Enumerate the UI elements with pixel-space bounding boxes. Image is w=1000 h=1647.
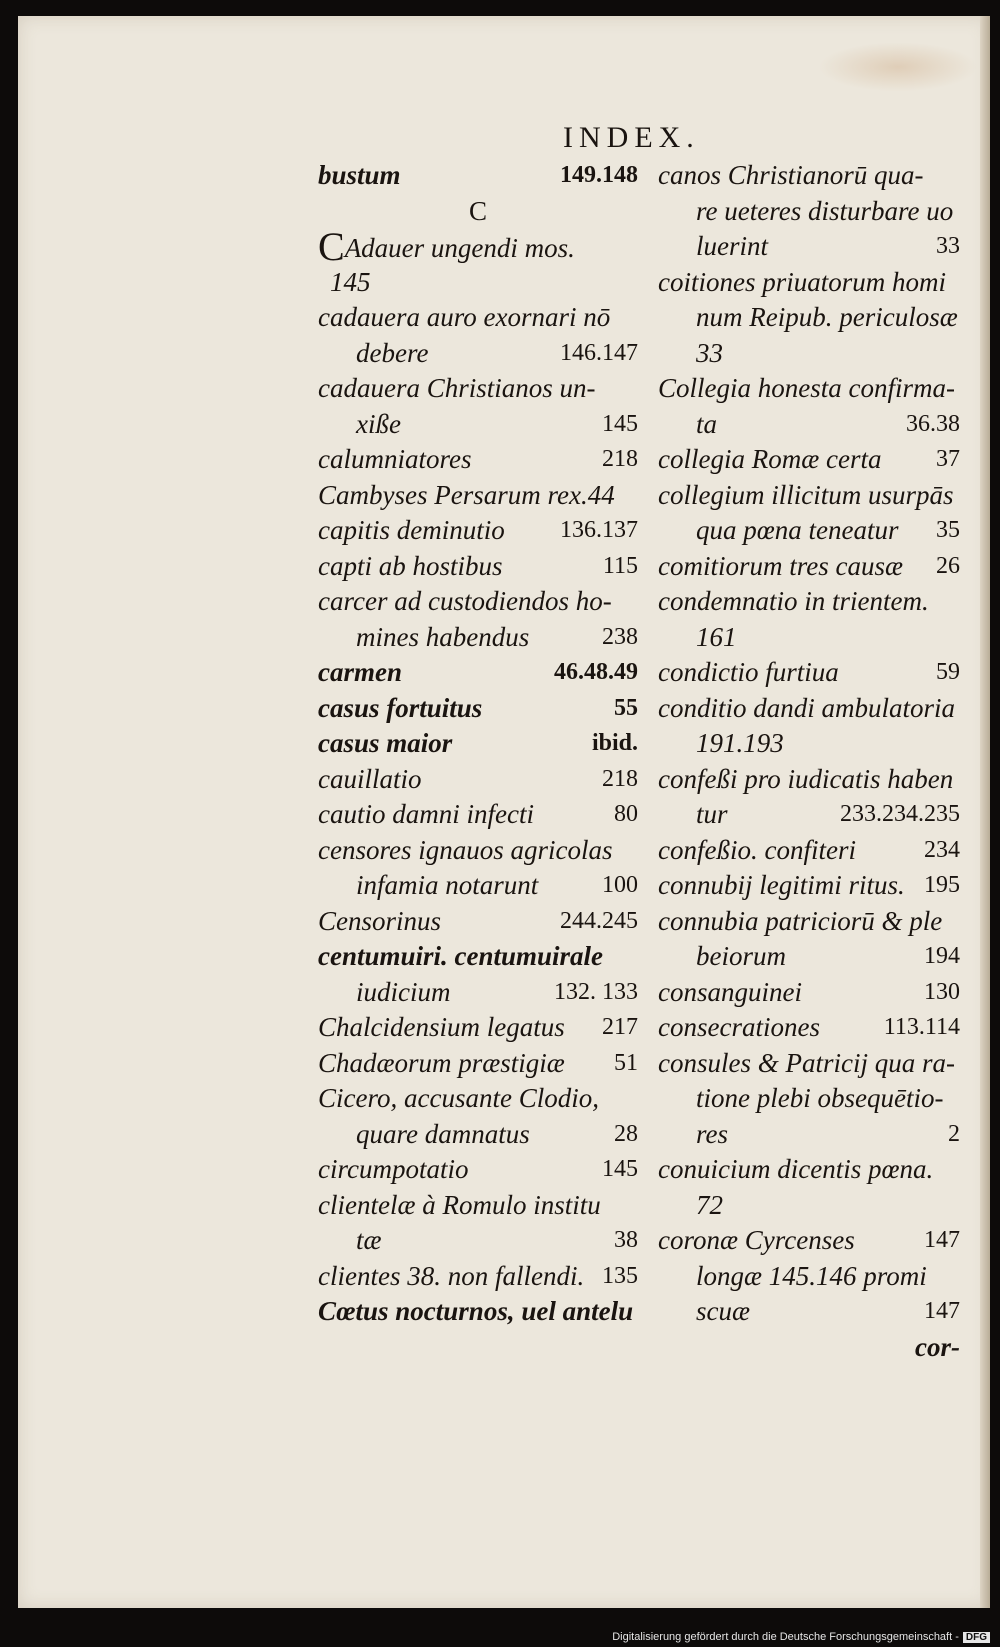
index-term: iudicium — [356, 976, 451, 1007]
index-term: ta — [696, 408, 718, 439]
index-line — [658, 1294, 960, 1330]
index-term: connubia patriciorū & ple — [658, 905, 943, 936]
index-term: cadauera auro exornari nō — [318, 302, 611, 332]
page-reference: 46.48.49 — [554, 659, 638, 685]
page-reference: 149.148 — [560, 162, 638, 188]
index-line — [658, 1046, 960, 1082]
page-reference: 146.147 — [560, 339, 638, 366]
index-line — [318, 655, 638, 691]
index-line — [318, 194, 638, 230]
index-line — [318, 1117, 638, 1153]
index-line — [658, 194, 960, 230]
index-term: coronæ Cyrcenses — [658, 1225, 855, 1255]
index-line — [318, 1081, 638, 1117]
index-line — [658, 655, 960, 691]
index-term: condictio furtiua — [658, 657, 839, 687]
index-term: longæ 145.146 promi — [696, 1260, 927, 1291]
index-line — [658, 691, 960, 727]
page-reference: 36.38 — [906, 410, 960, 437]
index-line — [658, 833, 960, 869]
index-term: connubij legitimi ritus. — [658, 870, 905, 900]
page-reference: 26 — [936, 552, 960, 579]
index-line — [658, 1117, 960, 1153]
index-line — [658, 1152, 960, 1188]
index-line — [658, 1010, 960, 1046]
index-line — [318, 1152, 638, 1188]
page-reference: 55 — [614, 694, 638, 721]
index-term: carmen — [318, 657, 402, 687]
page-reference: 130 — [924, 978, 960, 1005]
index-line — [658, 407, 960, 443]
page-reference: 145 — [602, 1156, 638, 1182]
drop-initial: C — [318, 224, 345, 269]
page-reference: 233.234.235 — [840, 801, 960, 827]
index-term: debere — [356, 337, 429, 368]
index-line — [658, 300, 960, 336]
index-term: 33 — [696, 337, 723, 368]
page-reference: 37 — [936, 446, 960, 472]
index-line — [318, 1188, 638, 1224]
page-reference: 28 — [614, 1120, 638, 1147]
index-line — [658, 513, 960, 549]
index-line — [658, 158, 960, 194]
page-reference: 115 — [602, 552, 638, 579]
index-term: canos Christianorū qua- — [658, 160, 924, 190]
index-line — [318, 904, 638, 940]
index-column-left — [318, 158, 638, 1330]
index-term: quare damnatus — [356, 1118, 530, 1149]
index-term: infamia notarunt — [356, 870, 539, 900]
index-line — [318, 407, 638, 443]
page-reference: 238 — [602, 623, 638, 650]
index-term: tæ — [356, 1225, 382, 1255]
page-reference: 194 — [924, 943, 960, 969]
index-line — [318, 1294, 638, 1330]
page-reference: 33 — [936, 233, 960, 259]
index-term: Cœtus nocturnos, uel antelu — [318, 1296, 634, 1326]
index-line — [318, 265, 638, 301]
index-line — [658, 939, 960, 975]
index-column-right — [658, 158, 960, 1365]
index-line — [318, 868, 638, 904]
index-line — [318, 726, 638, 762]
index-term: centumuiri. centumuirale — [318, 941, 604, 971]
index-line — [318, 975, 638, 1011]
index-line — [658, 797, 960, 833]
index-term: cauillatio — [318, 763, 422, 794]
index-line — [318, 1010, 638, 1046]
index-term: consules & Patricij qua ra- — [658, 1047, 955, 1078]
index-line — [658, 762, 960, 798]
index-line — [658, 1259, 960, 1295]
index-line — [658, 726, 960, 762]
page-reference: 59 — [936, 659, 960, 685]
page-stain — [818, 42, 978, 92]
index-term: Chadæorum præstigiæ — [318, 1047, 565, 1078]
index-line — [318, 158, 638, 194]
index-term: re ueteres disturbare uo — [696, 195, 954, 226]
index-line — [318, 1223, 638, 1259]
index-line — [658, 549, 960, 585]
index-line — [658, 229, 960, 265]
index-term: Chalcidensium legatus — [318, 1012, 565, 1042]
index-line — [658, 336, 960, 372]
index-term: casus fortuitus — [318, 692, 483, 723]
index-line — [658, 442, 960, 478]
index-term: luerint — [696, 231, 768, 261]
index-term: clientes 38. non fallendi. — [318, 1260, 585, 1291]
index-term: 145 — [330, 266, 371, 297]
index-term: circumpotatio — [318, 1154, 469, 1184]
index-line — [318, 224, 638, 269]
index-line — [658, 904, 960, 940]
page-reference: 234 — [924, 836, 960, 863]
index-term: conditio dandi ambulatoria — [658, 692, 955, 723]
index-line — [318, 442, 638, 478]
page-reference: 244.245 — [560, 907, 638, 934]
index-term: Adauer ungendi mos. — [344, 233, 575, 263]
index-term: consanguinei — [658, 976, 802, 1007]
index-term: Censorinus — [318, 905, 442, 936]
index-term: consecrationes — [658, 1012, 820, 1042]
index-term: carcer ad custodiendos ho- — [318, 586, 612, 616]
index-line — [658, 265, 960, 301]
page-reference: 145 — [602, 410, 638, 437]
page-reference: 38 — [614, 1227, 638, 1253]
page-reference: ibid. — [591, 730, 638, 756]
index-line — [318, 797, 638, 833]
index-term: comitiorum tres causæ — [658, 550, 903, 581]
index-line — [318, 1046, 638, 1082]
index-term: condemnatio in trientem. — [658, 586, 929, 616]
page-edge — [980, 16, 990, 1608]
index-line — [658, 868, 960, 904]
index-term: clientelæ à Romulo institu — [318, 1189, 601, 1220]
page-reference: 113.114 — [883, 1014, 960, 1040]
index-term: xiße — [356, 408, 401, 439]
index-term: tione plebi obsequētio- — [696, 1083, 944, 1113]
digitization-footer — [612, 1631, 990, 1643]
index-term: cautio damni infecti — [318, 799, 534, 829]
index-line — [658, 975, 960, 1011]
book-page — [18, 16, 990, 1608]
index-line — [318, 336, 638, 372]
index-term: capitis deminutio — [318, 515, 505, 545]
index-line — [318, 620, 638, 656]
page-reference: 100 — [602, 872, 638, 898]
index-term: censores ignauos agricolas — [318, 834, 613, 865]
index-term: confeßi pro iudicatis haben — [658, 763, 954, 794]
page-reference: 218 — [602, 765, 638, 792]
index-term: res — [696, 1118, 728, 1149]
page-reference: 218 — [602, 446, 638, 472]
index-line — [318, 584, 638, 620]
index-term: cadauera Christianos un- — [318, 373, 596, 403]
index-term: mines habendus — [356, 621, 530, 652]
index-term: 191.193 — [696, 728, 784, 758]
page-reference: 147 — [924, 1298, 960, 1324]
index-line — [318, 833, 638, 869]
page-reference: 35 — [936, 517, 960, 543]
index-term: qua pœna teneatur — [696, 515, 899, 545]
index-line — [318, 762, 638, 798]
page-reference: 135 — [602, 1262, 638, 1289]
page-reference: 80 — [614, 801, 638, 827]
index-line — [318, 300, 638, 336]
index-term: Collegia honesta confirma- — [658, 373, 955, 403]
index-term: beiorum — [696, 941, 786, 971]
index-line — [658, 584, 960, 620]
page-reference: 132. 133 — [554, 978, 638, 1005]
index-term: collegium illicitum usurpās — [658, 479, 954, 510]
index-line — [318, 478, 638, 514]
index-term: Cicero, accusante Clodio, — [318, 1083, 599, 1113]
index-term: tur — [696, 799, 728, 829]
index-line — [318, 513, 638, 549]
index-line — [318, 549, 638, 585]
index-term: num Reipub. periculosæ — [696, 302, 958, 332]
index-line — [658, 371, 960, 407]
index-term: 72 — [696, 1189, 723, 1220]
index-term: calumniatores — [318, 444, 472, 474]
index-term: bustum — [318, 160, 401, 190]
running-head: INDEX. — [563, 121, 700, 154]
index-line — [318, 691, 638, 727]
page-reference: 136.137 — [560, 517, 638, 543]
catchword: cor- — [915, 1331, 960, 1362]
index-line — [658, 478, 960, 514]
index-term: scuæ — [696, 1296, 750, 1326]
index-line — [658, 1223, 960, 1259]
index-term: capti ab hostibus — [318, 550, 503, 581]
index-line — [658, 1188, 960, 1224]
page-reference: 217 — [602, 1014, 638, 1040]
index-term: C — [468, 195, 487, 226]
footer-text: Digitalisierung gefördert durch die Deutsche Forschungsgemeinschaft - — [612, 1631, 959, 1643]
dfg-logo: DFG — [963, 1632, 990, 1643]
index-term: collegia Romæ certa — [658, 444, 882, 474]
index-line — [318, 371, 638, 407]
page-reference: 195 — [924, 872, 960, 898]
index-term: confeßio. confiteri — [658, 834, 856, 865]
index-term: casus maior — [318, 728, 453, 758]
index-term: coitiones priuatorum homi — [658, 266, 946, 297]
index-term: Cambyses Persarum rex.44 — [318, 479, 615, 510]
index-line — [658, 1081, 960, 1117]
index-term: 161 — [696, 621, 737, 652]
page-reference: 51 — [614, 1049, 638, 1076]
index-line — [318, 1259, 638, 1295]
page-reference: 2 — [948, 1120, 960, 1147]
index-line — [658, 620, 960, 656]
index-term: conuicium dicentis pœna. — [658, 1154, 934, 1184]
page-reference: 147 — [924, 1227, 960, 1253]
index-line — [318, 939, 638, 975]
